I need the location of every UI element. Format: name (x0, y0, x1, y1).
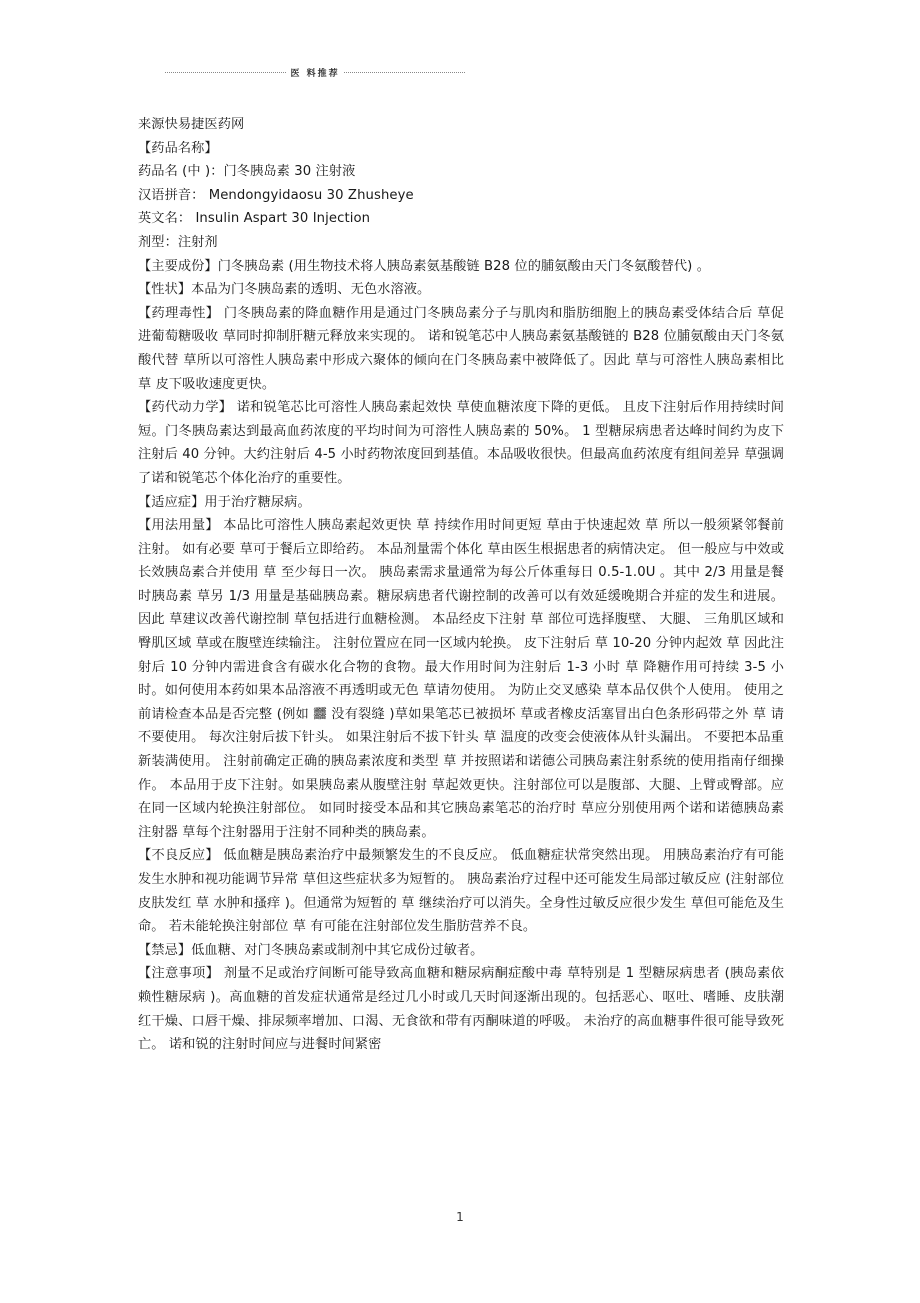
section-dosage: 【用法用量】 本品比可溶性人胰岛素起效更快 䓍 持续作用时间更短 䓍由于快速起效 䓍 所以一般须紧邻餐前注射。 如有必要 䓍可于餐后立即给药。 本品剂量需个体化 䓍由医生根据患者的病情决定。 但一般应与中效或长效胰岛素合并使用 䓍 至少每日一次。 胰岛素需求量通常为每公斤体重每日 0.5-1.0U 。其中 2/3 用量是餐时胰岛素 䓍另 1/3 用量是基础胰岛素。糖尿病患者代谢控制的改善可以有效延缓晚期合并症的发生和进展。 因此 䓍建议改善代谢控制 䓍包括进行血糖检测。 本品经皮下注射 䓍 部位可选择腹壁、 大腿、 三角肌区域和臀肌区域 䓍或在腹壁连续输注。 注射位置应在同一区域内轮换。 皮下注射后 䓍 10-20 分钟内起效 䓍 因此注射后 10 分钟内需进食含有碳水化合物的食物。最大作用时间为注射后 1-3 小时 䓍 降糖作用可持续 3-5 小时。如何使用本药如果本品溶液不再透明或无色 䓍请勿使用。 为防止交叉感染 䓍本品仅供个人使用。 使用之前请检查本品是否完整 (例如 䨻 没有裂缝 )䓍如果笔芯已被损坏 䓍或者橡皮活塞冒出白色条形码带之外 䓍 请不要使用。 每次注射后拔下针头。 如果注射后不拔下针头 䓍 温度的改变会使液体从针头漏出。 不要把本品重新装满使用。 注射前确定正确的胰岛素浓度和类型 䓍 并按照诺和诺德公司胰岛素注射系统的使用指南仔细操作。 本品用于皮下注射。如果胰岛素从腹壁注射 䓍起效更快。注射部位可以是腹部、大腿、上臂或臀部。应在同一区域内轮换注射部位。 如同时接受本品和其它胰岛素笔芯的治疗时 䓍应分别使用两个诺和诺德胰岛素注射器 䓍每个注射器用于注射不同种类的胰岛素。 (138, 518, 784, 840)
dosage-form: 剂型：注射剂 (138, 234, 218, 250)
section-precautions: 【注意事项】 剂量不足或治疗间断可能导致高血糖和糖尿病酮症酸中毒 䓍特别是 1 型糖尿病患者 (胰岛素依赖性糖尿病 )。高血糖的首发症状通常是经过几小时或几天时间逐渐出现的。包括恶心、呕吐、嗜睡、皮肤潮红干燥、口唇干燥、排尿频率增加、口渴、无食欲和带有丙酮味道的呼吸。 未治疗的高血糖事件很可能导致死亡。 诺和锐的注射时间应与进餐时间紧密 (138, 966, 784, 1053)
source-line: 来源快易捷医药网 (138, 117, 245, 132)
header-title: 医 料推荐 (290, 69, 340, 79)
page-header (165, 66, 465, 79)
header-dotted-rule-right (344, 72, 465, 73)
section-appearance: 【性状】本品为门冬胰岛素的透明、无色水溶液。 (138, 282, 431, 298)
document-body (138, 113, 784, 1057)
section-adverse-reactions: 【不良反应】 低血糖是胰岛素治疗中最频繁发生的不良反应。 低血糖症状常突然出现。 用胰岛素治疗有可能发生水肿和视功能调节异常 䓍但这些症状多为短暂的。 胰岛素治疗过程中还可能发生局部过敏反应 (注射部位皮肤发红 䓍 水肿和搔痒 )。但通常为短暂的 䓍 继续治疗可以消失。全身性过敏反应很少发生 䓍但可能危及生命。 若未能轮换注射部位 䓍 有可能在注射部位发生脂肪营养不良。 (138, 848, 784, 935)
drug-name-chinese: 药品名 (中 )：门冬胰岛素 30 注射液 (138, 164, 356, 180)
section-pharmacology: 【药理毒性】 门冬胰岛素的降血糖作用是通过门冬胰岛素分子与肌肉和脂肪细胞上的胰岛素受体结合后 䓍促进葡萄糖吸收 䓍同时抑制肝糖元释放来实现的。 诺和锐笔芯中人胰岛素氨基酸链的 B28 位脯氨酸由天门冬氨酸代替 䓍所以可溶性人胰岛素中形成六聚体的倾向在门冬胰岛素中被降低了。因此 䓍与可溶性人胰岛素相比 䓍 皮下吸收速度更快。 (138, 305, 784, 392)
section-contraindications: 【禁忌】低血糖、对门冬胰岛素或制剂中其它成份过敏者。 (138, 942, 484, 958)
section-ingredients: 【主要成份】门冬胰岛素 (用生物技术将人胰岛素氨基酸链 B28 位的脯氨酸由天门冬氨酸替代) 。 (138, 258, 710, 274)
section-indications: 【适应症】用于治疗糖尿病。 (138, 494, 311, 510)
page-number: 1 (456, 1210, 464, 1224)
section-drug-name: 【药品名称】 (138, 140, 218, 156)
header-dotted-rule-left (165, 72, 286, 73)
drug-name-pinyin: 汉语拼音： Mendongyidaosu 30 Zhusheye (138, 187, 414, 203)
section-pharmacokinetics: 【药代动力学】 诺和锐笔芯比可溶性人胰岛素起效快 䓍使血糖浓度下降的更低。 且皮下注射后作用持续时间短。门冬胰岛素达到最高血药浓度的平均时间为可溶性人胰岛素的 50%。 1 型糖尿病患者达峰时间约为皮下注射后 40 分钟。大约注射后 4-5 小时药物浓度回到基值。本品吸收很快。但最高血药浓度有组间差异 䓍强调了诺和锐笔芯个体化治疗的重要性。 (138, 400, 784, 486)
drug-name-english: 英文名： Insulin Aspart 30 Injection (138, 211, 371, 227)
